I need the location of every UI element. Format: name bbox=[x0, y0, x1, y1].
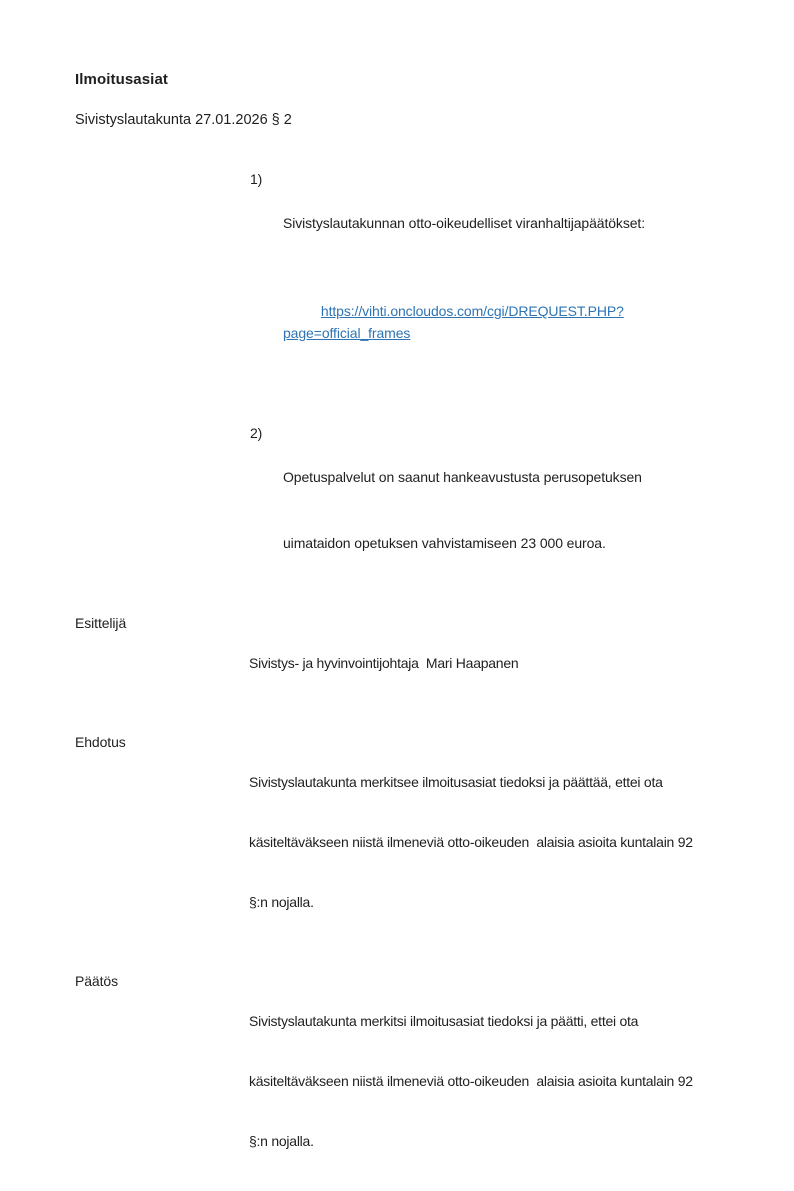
list-item bbox=[75, 422, 733, 598]
section-line: Sivistyslautakunta merkitsee ilmoitusasiat tiedoksi ja päättää, ettei ota bbox=[249, 774, 663, 790]
section-label: Esittelijä bbox=[75, 615, 127, 631]
list-item-number: 1) bbox=[250, 171, 263, 187]
section-label: Ehdotus bbox=[75, 734, 126, 750]
section-line: Sivistyslautakunta merkitsi ilmoitusasiat tiedoksi ja päätti, ettei ota bbox=[249, 1013, 639, 1029]
official-decisions-link[interactable]: https://vihti.oncloudos.com/cgi/DREQUEST.PHP?page=official_frames bbox=[283, 303, 624, 341]
section-row-esittelija bbox=[75, 613, 733, 713]
section-content bbox=[249, 971, 733, 1191]
list-item-text bbox=[283, 422, 733, 598]
list-item-line: Opetuspalvelut on saanut hankeavustusta perusopetuksen bbox=[283, 469, 642, 485]
section-line: §:n nojalla. bbox=[249, 1133, 314, 1149]
section-line: käsiteltäväkseen niistä ilmeneviä otto-oikeuden alaisia asioita kuntalain 92 bbox=[249, 834, 693, 850]
list-item bbox=[75, 168, 733, 410]
section-row-paatos bbox=[75, 971, 733, 1191]
list-item-number: 2) bbox=[250, 425, 263, 441]
committee-date-line: Sivistyslautakunta 27.01.2026 § 2 bbox=[75, 112, 292, 128]
list-item-line: Sivistyslautakunnan otto-oikeudelliset viranhaltijapäätökset: bbox=[283, 215, 646, 231]
list-item-line: uimataidon opetuksen vahvistamiseen 23 000 euroa. bbox=[283, 535, 606, 551]
section-content bbox=[249, 732, 733, 952]
section-content bbox=[249, 613, 733, 713]
section-label: Päätös bbox=[75, 973, 118, 989]
section-line: käsiteltäväkseen niistä ilmeneviä otto-oikeuden alaisia asioita kuntalain 92 bbox=[249, 1073, 693, 1089]
numbered-list bbox=[75, 168, 733, 598]
topic-heading: Ilmoitusasiat bbox=[75, 71, 168, 88]
section-row-ehdotus bbox=[75, 732, 733, 952]
section-line: §:n nojalla. bbox=[249, 894, 314, 910]
list-item-link-line bbox=[283, 278, 733, 366]
section-line: Sivistys- ja hyvinvointijohtaja Mari Haapanen bbox=[249, 655, 519, 671]
list-item-text bbox=[283, 168, 733, 410]
